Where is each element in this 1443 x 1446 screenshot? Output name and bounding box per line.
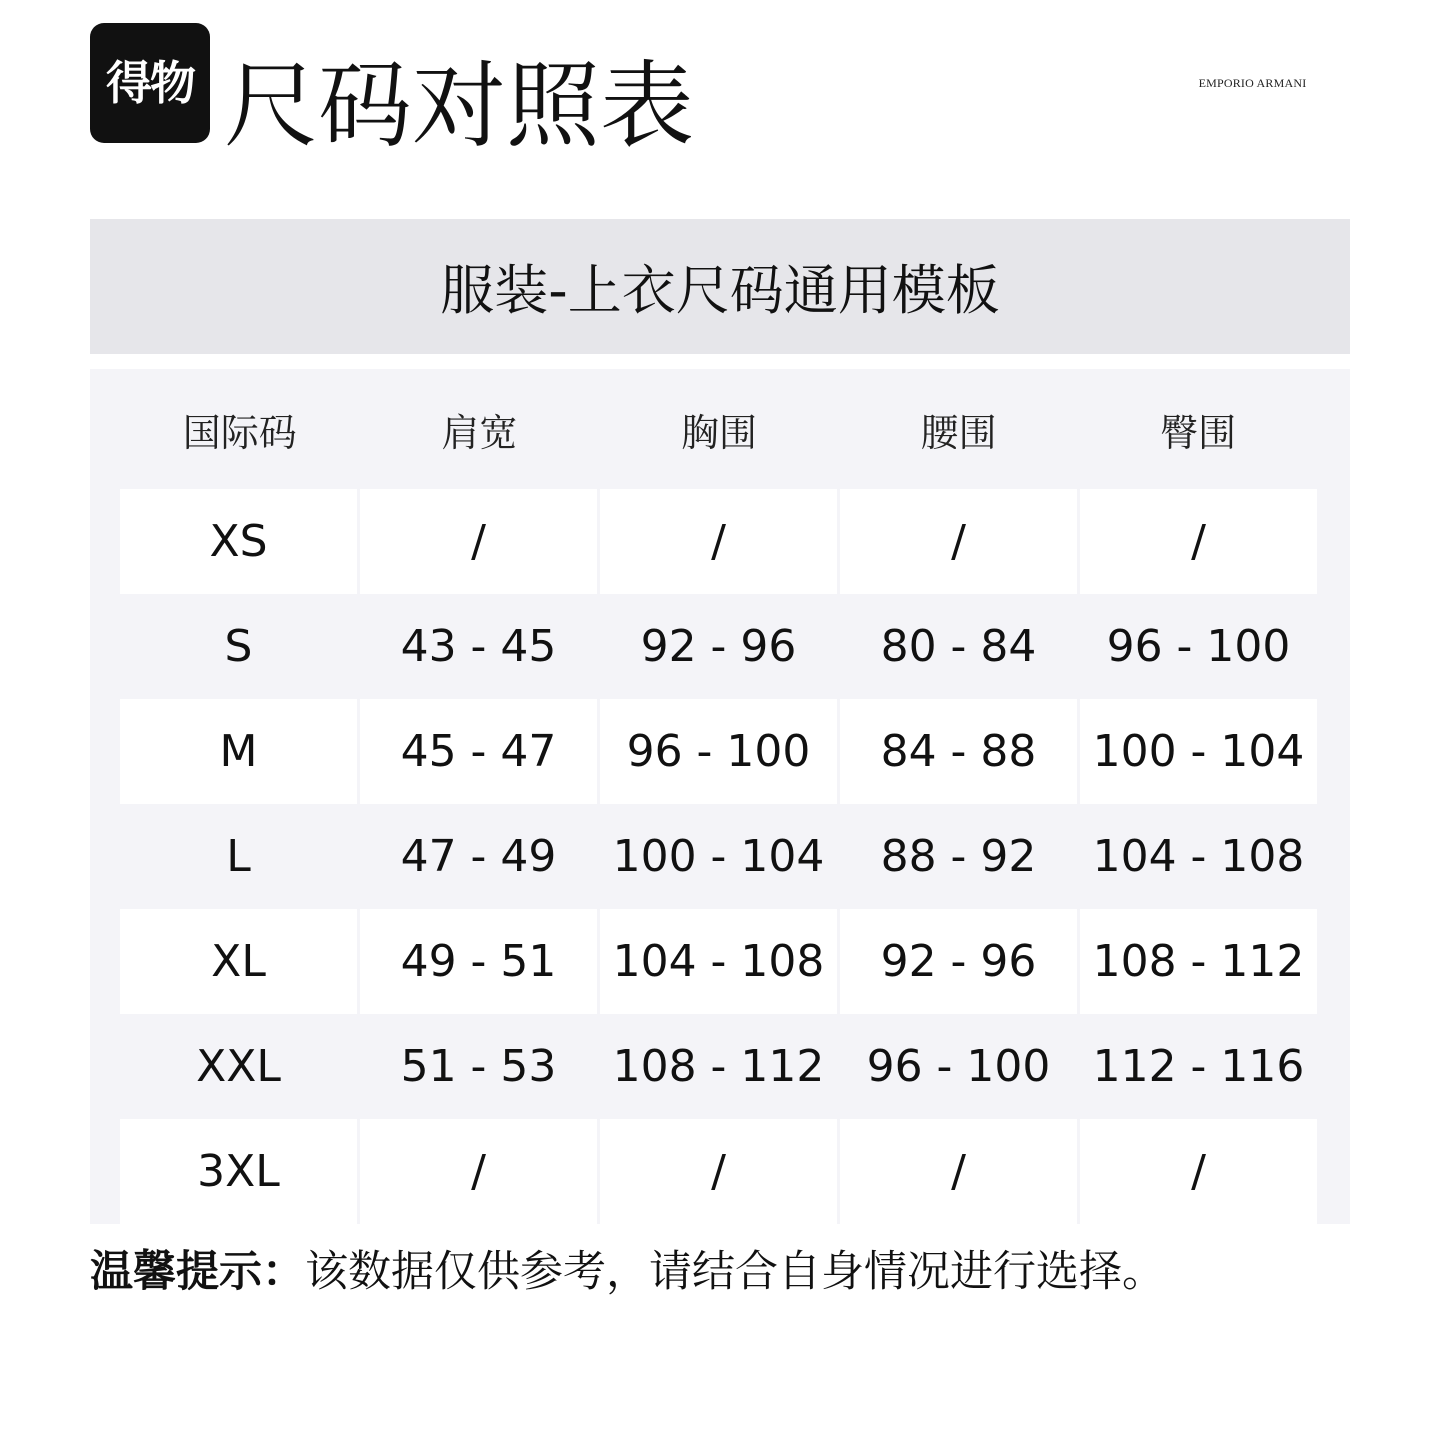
table-row [120, 1014, 1318, 1119]
table-cell: / [600, 1119, 837, 1224]
table-cell: 100 - 104 [600, 804, 837, 909]
table-cell: 100 - 104 [1080, 699, 1317, 804]
column-header-hip: 臀围 [1160, 410, 1237, 455]
table-cell-size: S [120, 594, 357, 699]
table-row [120, 909, 1318, 1014]
table-row [120, 489, 1318, 594]
brand-logo-text: EMPORIO ARMANI [1198, 75, 1307, 90]
tip-notice [90, 1240, 1165, 1304]
table-cell: / [360, 1119, 597, 1224]
app-logo [90, 23, 210, 143]
table-cell-size: XL [120, 909, 357, 1014]
table-cell: 88 - 92 [840, 804, 1077, 909]
column-header-chest: 胸围 [680, 410, 757, 455]
table-header [120, 369, 1318, 489]
table-cell: 47 - 49 [360, 804, 597, 909]
tip-label: 温馨提示： [90, 1247, 305, 1297]
table-cell: 80 - 84 [840, 594, 1077, 699]
table-cell-size: XS [120, 489, 357, 594]
table-cell: 104 - 108 [1080, 804, 1317, 909]
table-row [120, 699, 1318, 804]
tip-text: 该数据仅供参考，请结合自身情况进行选择。 [305, 1247, 1165, 1297]
table-cell: / [600, 489, 837, 594]
table-cell: 84 - 88 [840, 699, 1077, 804]
table-cell: 104 - 108 [600, 909, 837, 1014]
size-table [90, 369, 1350, 1224]
table-cell: 92 - 96 [840, 909, 1077, 1014]
table-cell-size: 3XL [120, 1119, 357, 1224]
table-cell: / [1080, 489, 1317, 594]
table-cell-size: M [120, 699, 357, 804]
table-cell: 45 - 47 [360, 699, 597, 804]
table-cell: 108 - 112 [600, 1014, 837, 1119]
table-cell: 96 - 100 [1080, 594, 1317, 699]
table-row [120, 594, 1318, 699]
table-cell-size: L [120, 804, 357, 909]
column-header-shoulder: 肩宽 [441, 410, 518, 455]
table-cell: 51 - 53 [360, 1014, 597, 1119]
brand-logo [1180, 72, 1325, 94]
table-cell: 96 - 100 [600, 699, 837, 804]
table-cell: / [840, 1119, 1077, 1224]
column-header-waist: 腰围 [920, 410, 997, 455]
table-row [120, 1119, 1318, 1224]
table-cell: 112 - 116 [1080, 1014, 1317, 1119]
table-cell: / [1080, 1119, 1317, 1224]
table-body [120, 489, 1318, 1224]
template-title: 服装-上衣尺码通用模板 [440, 259, 1000, 322]
table-cell: 49 - 51 [360, 909, 597, 1014]
table-cell: / [360, 489, 597, 594]
page-title: 尺码对照表 [224, 52, 695, 161]
table-cell: 43 - 45 [360, 594, 597, 699]
table-cell: 96 - 100 [840, 1014, 1077, 1119]
table-cell: 92 - 96 [600, 594, 837, 699]
table-cell-size: XXL [120, 1014, 357, 1119]
template-banner [90, 219, 1350, 354]
column-header-international-size: 国际码 [182, 410, 297, 455]
app-logo-text: 得物 [106, 56, 194, 110]
table-row [120, 804, 1318, 909]
table-cell: / [840, 489, 1077, 594]
table-cell: 108 - 112 [1080, 909, 1317, 1014]
